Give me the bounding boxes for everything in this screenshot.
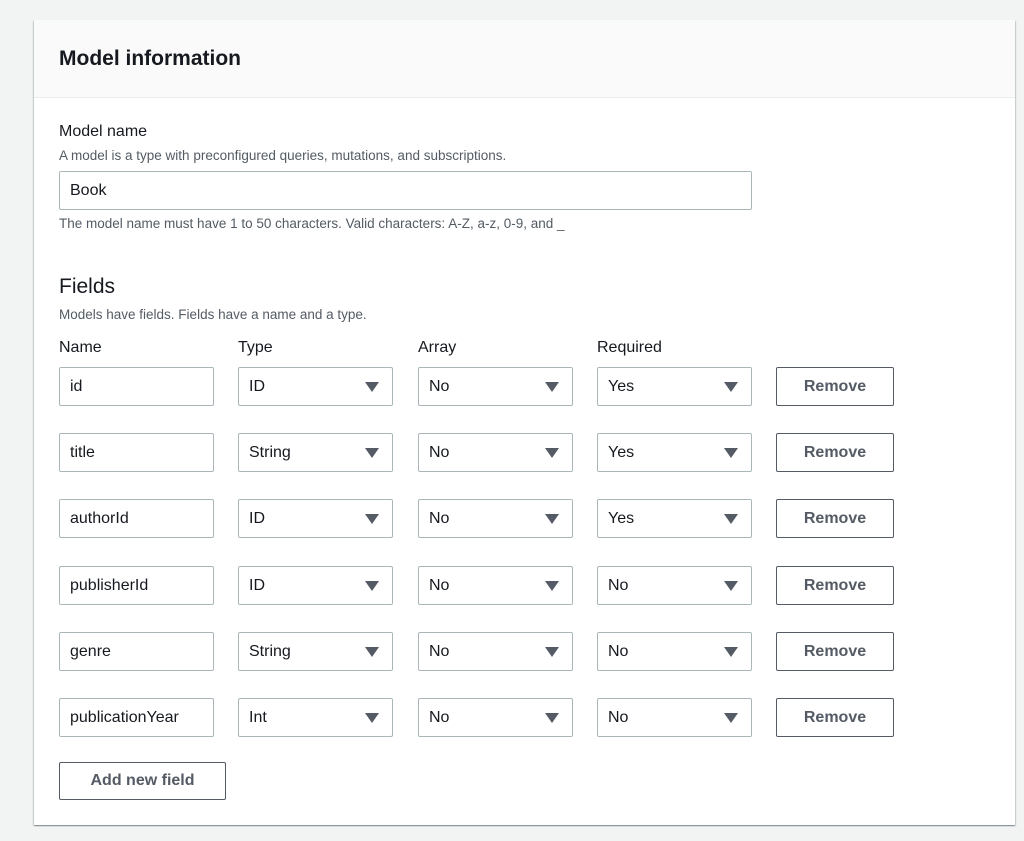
field-name-input[interactable] (59, 698, 214, 737)
caret-down-icon (724, 581, 738, 591)
caret-down-icon (724, 382, 738, 392)
field-required-select[interactable] (597, 433, 752, 472)
field-type-select[interactable] (238, 566, 393, 605)
column-header-type: Type (238, 339, 273, 356)
remove-field-button[interactable]: Remove (776, 433, 894, 472)
field-required-select-value: Yes (608, 509, 635, 527)
caret-down-icon (545, 448, 559, 458)
field-type-select[interactable] (238, 698, 393, 737)
caret-down-icon (545, 647, 559, 657)
caret-down-icon (365, 647, 379, 657)
caret-down-icon (545, 581, 559, 591)
field-array-select-value: No (429, 576, 450, 594)
field-type-select[interactable] (238, 499, 393, 538)
field-required-select[interactable] (597, 367, 752, 406)
field-type-select-value: ID (249, 509, 265, 527)
field-array-select[interactable] (418, 566, 573, 605)
field-required-select-value: No (608, 576, 629, 594)
column-header-required: Required (597, 339, 662, 356)
field-type-select[interactable] (238, 433, 393, 472)
remove-field-button[interactable]: Remove (776, 566, 894, 605)
field-name-input[interactable] (59, 433, 214, 472)
field-array-select-value: No (429, 377, 450, 395)
field-type-select-value: Int (249, 708, 267, 726)
field-required-select[interactable] (597, 632, 752, 671)
model-name-description: A model is a type with preconfigured queries, mutations, and subscriptions. (59, 148, 507, 163)
field-array-select-value: No (429, 708, 450, 726)
caret-down-icon (724, 713, 738, 723)
caret-down-icon (724, 647, 738, 657)
remove-field-button[interactable]: Remove (776, 698, 894, 737)
field-type-select-value: ID (249, 377, 265, 395)
panel-header (34, 20, 1015, 98)
caret-down-icon (545, 713, 559, 723)
caret-down-icon (365, 448, 379, 458)
panel-title: Model information (59, 46, 241, 70)
remove-field-button[interactable]: Remove (776, 632, 894, 671)
field-name-input[interactable] (59, 499, 214, 538)
caret-down-icon (724, 448, 738, 458)
field-type-select[interactable] (238, 632, 393, 671)
column-header-array: Array (418, 339, 457, 356)
field-type-select-value: String (249, 642, 291, 660)
field-required-select[interactable] (597, 698, 752, 737)
caret-down-icon (545, 382, 559, 392)
caret-down-icon (365, 713, 379, 723)
caret-down-icon (724, 514, 738, 524)
field-required-select[interactable] (597, 566, 752, 605)
field-required-select-value: No (608, 708, 629, 726)
field-required-select-value: No (608, 642, 629, 660)
field-required-select[interactable] (597, 499, 752, 538)
field-type-select-value: ID (249, 576, 265, 594)
field-array-select[interactable] (418, 632, 573, 671)
field-array-select-value: No (429, 509, 450, 527)
remove-field-button[interactable]: Remove (776, 499, 894, 538)
field-required-select-value: Yes (608, 443, 635, 461)
field-array-select[interactable] (418, 698, 573, 737)
caret-down-icon (365, 382, 379, 392)
column-header-name: Name (59, 339, 102, 356)
field-array-select[interactable] (418, 433, 573, 472)
field-array-select-value: No (429, 443, 450, 461)
field-type-select-value: String (249, 443, 291, 461)
caret-down-icon (365, 581, 379, 591)
field-name-input[interactable] (59, 566, 214, 605)
model-name-label: Model name (59, 123, 148, 140)
field-array-select[interactable] (418, 499, 573, 538)
field-required-select-value: Yes (608, 377, 635, 395)
model-name-input[interactable] (59, 171, 752, 210)
field-array-select[interactable] (418, 367, 573, 406)
field-type-select[interactable] (238, 367, 393, 406)
field-array-select-value: No (429, 642, 450, 660)
caret-down-icon (545, 514, 559, 524)
field-name-input[interactable] (59, 632, 214, 671)
remove-field-button[interactable]: Remove (776, 367, 894, 406)
model-name-constraint: The model name must have 1 to 50 characters. Valid characters: A-Z, a-z, 0-9, and _ (59, 216, 565, 231)
fields-description: Models have fields. Fields have a name and a type. (59, 307, 367, 322)
field-name-input[interactable] (59, 367, 214, 406)
add-new-field-button[interactable]: Add new field (59, 762, 226, 800)
caret-down-icon (365, 514, 379, 524)
fields-title: Fields (59, 275, 116, 298)
